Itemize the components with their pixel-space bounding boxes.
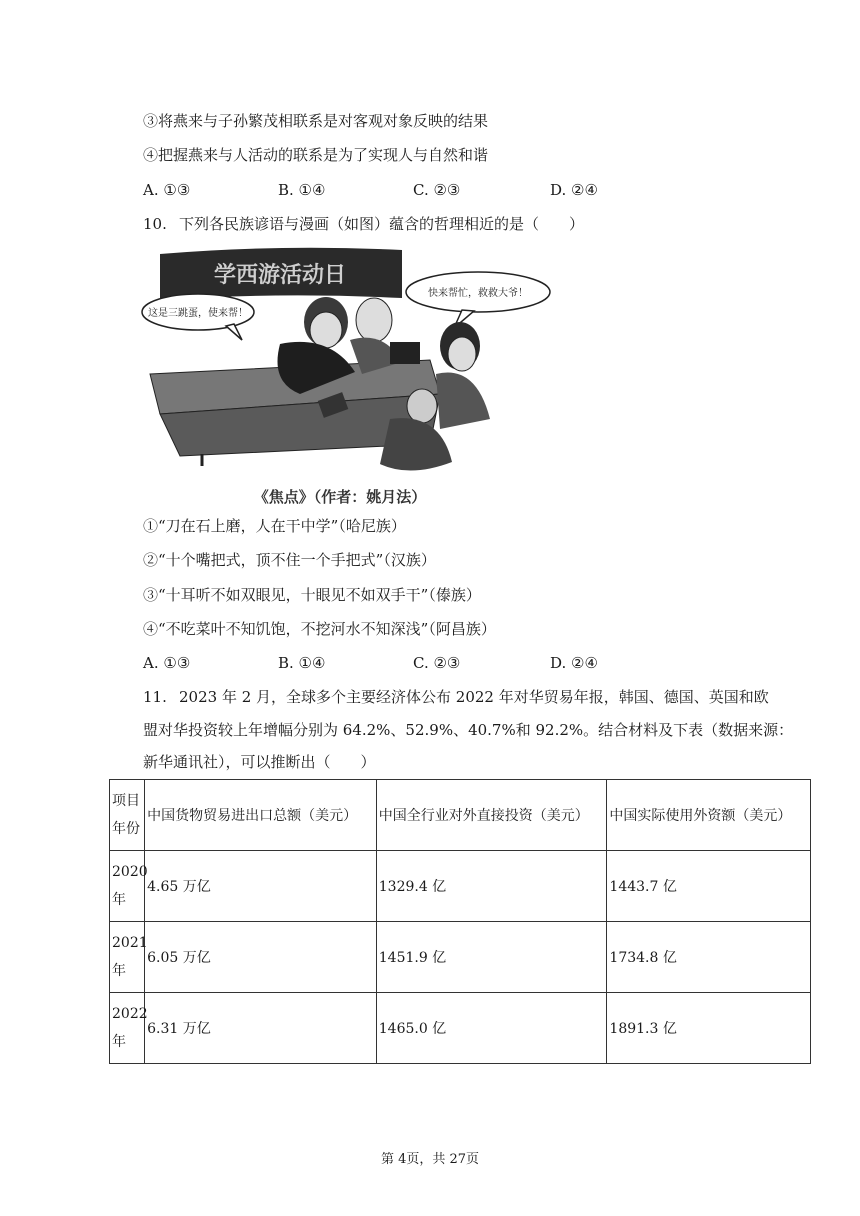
q10-statement-4: ④“不吃菜叶不知饥饱，不挖河水不知深浅”（阿昌族）	[143, 620, 496, 638]
bubble-right-text: 快来帮忙，救救大爷！	[428, 288, 528, 299]
bubble-left-text: 这是三跳蛋，使来帮！	[148, 308, 248, 319]
year-cell	[110, 922, 148, 993]
year-label: 2020	[112, 864, 148, 880]
cartoon-image	[140, 244, 560, 514]
table-cell: 1734.8 亿	[607, 922, 811, 993]
option-d: D. ②④	[550, 181, 598, 199]
option-c: C. ②③	[413, 654, 461, 672]
table-header-cell: 中国全行业对外直接投资（美元）	[376, 780, 607, 851]
corner-top-label: 项目	[112, 793, 140, 809]
question-number: 11.	[143, 688, 167, 706]
question-stem-line-1: 2023 年 2 月，全球多个主要经济体公布 2022 年对华贸易年报，韩国、德国、英国和欧	[179, 688, 769, 706]
option-b: B. ①④	[278, 181, 326, 199]
question-number: 10.	[143, 215, 167, 233]
table-cell: 1891.3 亿	[607, 993, 811, 1064]
table-cell: 1451.9 亿	[376, 922, 607, 993]
q10-statement-3: ③“十耳听不如双眼见，十眼见不如双手干”（傣族）	[143, 586, 481, 604]
page-footer: 第 4页，共 27页	[380, 1152, 480, 1167]
cartoon-banner: 学西游活动日	[213, 263, 347, 288]
question-stem: 下列各民族谚语与漫画（如图）蕴含的哲理相近的是（ ）	[179, 215, 585, 233]
table-header-cell: 中国实际使用外资额（美元）	[607, 780, 811, 851]
year-label: 2021	[112, 935, 148, 951]
table-header-row	[110, 780, 811, 851]
option-a: A. ①③	[143, 654, 191, 672]
cartoon-caption: 《焦点》（作者：姚月法）	[253, 488, 427, 506]
table-header-cell: 中国货物贸易进出口总额（美元）	[145, 780, 377, 851]
corner-bottom-label: 年份	[112, 821, 140, 837]
question-10	[143, 214, 584, 234]
table-corner-cell	[110, 780, 145, 851]
year-suffix: 年	[112, 1034, 126, 1050]
table-cell: 1329.4 亿	[376, 851, 607, 922]
statement-3: ③将燕来与子孙繁茂相联系是对客观对象反映的结果	[143, 112, 489, 130]
table-row	[110, 993, 811, 1064]
q10-statement-1: ①“刀在石上磨，人在干中学”（哈尼族）	[143, 517, 406, 535]
year-suffix: 年	[112, 892, 126, 908]
option-d: D. ②④	[550, 654, 598, 672]
question-stem-line-2: 盟对华投资较上年增幅分别为 64.2%、52.9%、40.7%和 92.2%。结合材料及下表（数据来源：	[143, 721, 794, 739]
table-cell: 1443.7 亿	[607, 851, 811, 922]
question-stem-line-3: 新华通讯社），可以推断出（ ）	[143, 753, 376, 771]
table-row	[110, 851, 811, 922]
table-cell: 1465.0 亿	[376, 993, 607, 1064]
option-c: C. ②③	[413, 181, 461, 199]
statement-4: ④把握燕来与人活动的联系是为了实现人与自然和谐	[143, 146, 489, 164]
table-cell: 6.31 万亿	[145, 993, 377, 1064]
year-suffix: 年	[112, 963, 126, 979]
table-cell: 4.65 万亿	[145, 851, 377, 922]
table-cell: 6.05 万亿	[145, 922, 377, 993]
year-cell	[110, 993, 148, 1064]
table-row	[110, 922, 811, 993]
q10-statement-2: ②“十个嘴把式，顶不住一个手把式”（汉族）	[143, 551, 436, 569]
question-11	[143, 687, 769, 707]
year-label: 2022	[112, 1006, 148, 1022]
year-cell	[110, 851, 148, 922]
option-a: A. ①③	[143, 181, 191, 199]
option-b: B. ①④	[278, 654, 326, 672]
data-table	[109, 779, 811, 1064]
